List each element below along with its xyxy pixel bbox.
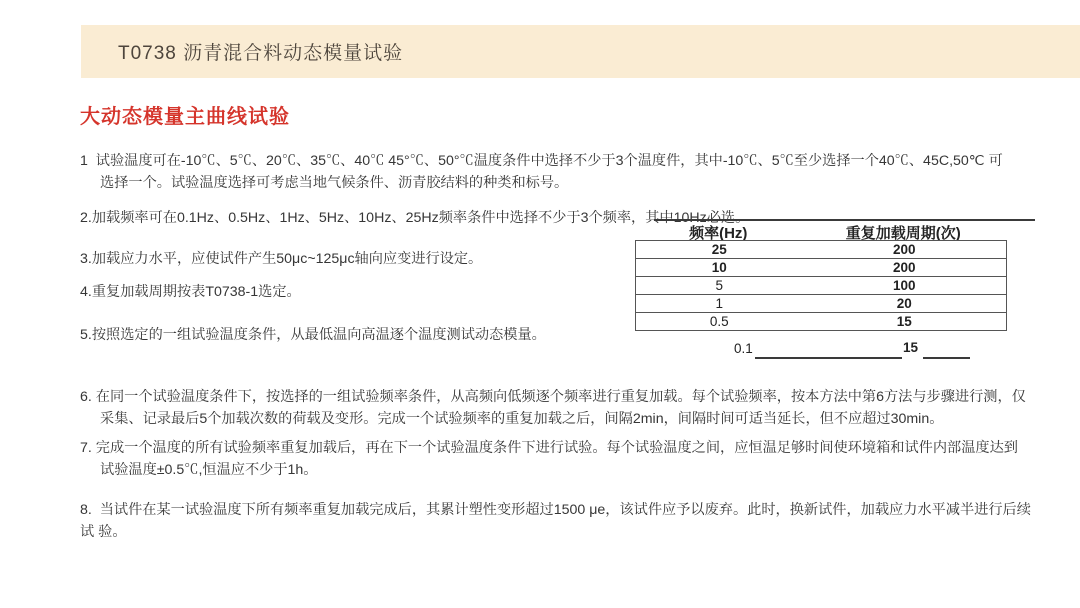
frequency-table (635, 240, 1007, 331)
table-cell-frequency: 10 (711, 260, 727, 275)
table-row (636, 276, 1006, 294)
document-title: T0738 沥青混合料动态模量试验 (118, 43, 404, 64)
list-item-7: 7. 完成一个温度的所有试验频率重复加载后，再在下一个试验温度条件下进行试验。每个试验温度之间，应恒温足够时间使环境箱和试件内部温度达到试验温度±0.5℃,恒温应不少于1h。 (80, 440, 1018, 478)
title-banner (81, 25, 1080, 78)
table-cell-frequency: 1 (715, 296, 723, 311)
table-header-frequency: 频率(Hz) (689, 225, 748, 242)
table-row (636, 312, 1006, 330)
list-item-6: 6. 在同一个试验温度条件下，按选择的一组试验频率条件，从高频向低频逐个频率进行重复加载。每个试验频率，按本方法中第6方法与步骤进行测，仅采集、记录最后5个加载次数的荷载及变形。完成一个试验频率的重复加载之后，间隔2min，间隔时间可适当延长，但不应超过30min。 (80, 389, 1026, 427)
list-item-3: 3.加载应力水平，应使试件产生50μc~125μc轴向应变进行设定。 (80, 251, 483, 267)
table-cell-cycles: 15 (896, 314, 912, 329)
table-cell-cycles: 200 (892, 242, 916, 257)
table-overflow-cycles: 15 (903, 340, 919, 355)
table-row (636, 294, 1006, 312)
table-overflow-rule-right (923, 357, 970, 359)
table-cell-cycles: 20 (896, 296, 912, 311)
table-cell-frequency: 0.5 (709, 314, 729, 329)
list-item-4: 4.重复加载周期按表T0738-1选定。 (80, 284, 301, 300)
table-cell-cycles: 200 (892, 260, 916, 275)
table-header-cycles: 重复加载周期(次) (845, 225, 961, 242)
table-row (636, 241, 1006, 258)
list-item-5: 5.按照选定的一组试验温度条件，从最低温向高温逐个温度测试动态模量。 (80, 327, 546, 343)
table-row (636, 258, 1006, 276)
table-cell-frequency: 25 (711, 242, 727, 257)
table-cell-frequency: 5 (715, 278, 723, 293)
table-overflow-frequency: 0.1 (734, 341, 753, 356)
instruction-list (80, 145, 1032, 543)
list-item-8: 8. 当试件在某一试验温度下所有频率重复加载完成后，其累计塑性变形超过1500 μe，该试件应予以废弃。此时，换新试件，加载应力水平减半进行后续试 验。 (80, 502, 1031, 540)
list-item-1: 1 试验温度可在-10℃、5℃、20℃、35℃、40℃ 45°℃、50°℃温度条件中选择不少于3个温度件，其中-10℃、5℃至少选择一个40℃、45C,50℃ 可 选择一个。试验温度选择可考虑当地气候条件、沥青胶结料的种类和标号。 (80, 153, 1019, 191)
list-item-2: 2.加载频率可在0.1Hz、0.5Hz、1Hz、5Hz、10Hz、25Hz频率条件中选择不少于3个频率，其中10Hz必选。 (80, 210, 750, 226)
table-top-rule (654, 219, 1035, 221)
table-overflow-rule-left (755, 357, 902, 359)
section-heading: 大动态模量主曲线试验 (80, 106, 290, 128)
table-cell-cycles: 100 (892, 278, 916, 293)
